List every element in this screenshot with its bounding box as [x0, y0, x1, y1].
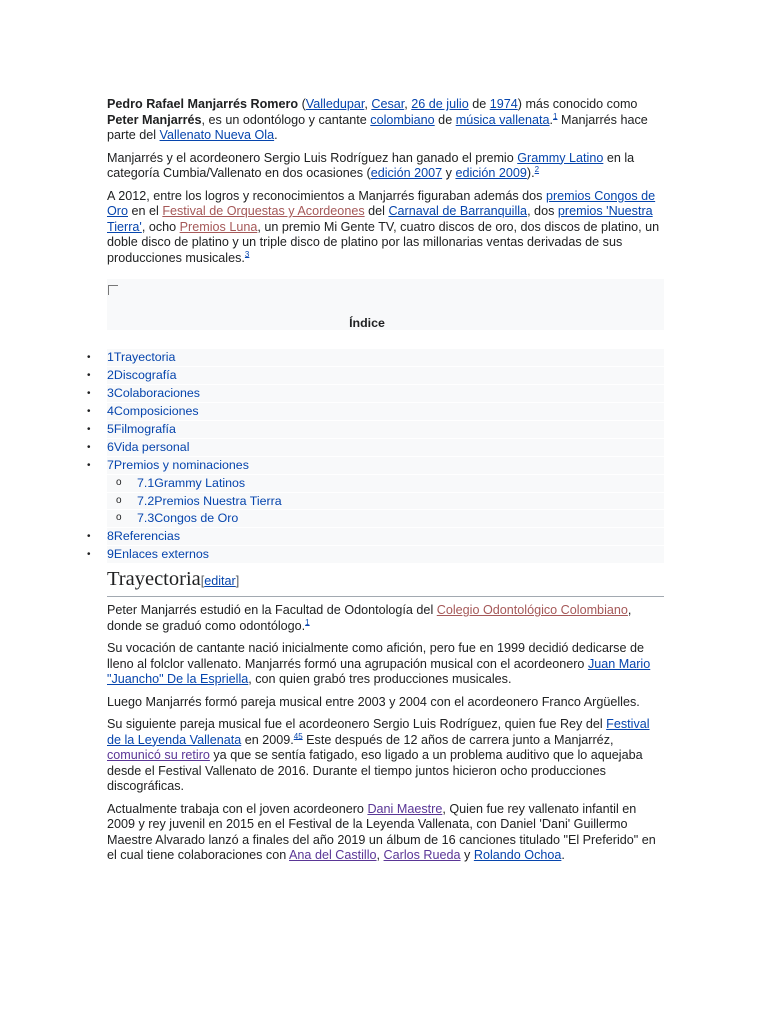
text: , donde se graduó como odontólogo.	[107, 603, 632, 633]
intro-paragraph-3	[107, 189, 663, 267]
toc-link[interactable]	[107, 350, 175, 364]
link-cesar[interactable]: Cesar	[371, 97, 405, 111]
link-carnaval-barranquilla[interactable]: Carnaval de Barranquilla	[388, 204, 528, 218]
toc-label: Grammy Latinos	[154, 476, 246, 490]
trayectoria-paragraph-3	[107, 695, 663, 711]
toc-link[interactable]	[107, 386, 200, 400]
trayectoria-paragraph-1	[107, 603, 663, 634]
toc-number: 4	[107, 404, 114, 418]
bullet-icon: •	[87, 406, 91, 417]
reference-link[interactable]: 45	[293, 731, 303, 741]
toc-link[interactable]	[107, 440, 189, 454]
text: en el	[128, 204, 163, 218]
bullet-icon: •	[87, 442, 91, 453]
toc-link[interactable]	[107, 458, 249, 472]
toc-item-7-3[interactable]	[107, 510, 664, 528]
toc-label: Composiciones	[113, 404, 199, 418]
toc-link[interactable]	[107, 404, 199, 418]
text: Su siguiente pareja musical fue el acordeonero Sergio Luis Rodríguez, quien fue Rey del	[107, 717, 607, 731]
section-trayectoria-body	[107, 603, 663, 871]
text: en 2009.	[241, 732, 294, 747]
bullet-icon: •	[87, 388, 91, 399]
bullet-icon: •	[87, 460, 91, 471]
text: .	[561, 848, 565, 862]
bullet-icon: •	[87, 424, 91, 435]
text: Su vocación de cantante nació inicialmente como afición, pero fue en 1999 decidió dedicarse de lleno al folclor vallenato. Manjarrés formó una agrupación musical con el acordeonero	[107, 641, 644, 671]
section-heading-trayectoria	[107, 566, 664, 597]
text: Actualmente trabaja con el joven acordeonero	[107, 801, 368, 816]
toc-item-7-2[interactable]	[107, 493, 664, 511]
link-vallenato-nueva-ola[interactable]: Vallenato Nueva Ola	[159, 128, 275, 142]
text: Este después de 12 años de carrera junto a Manjarréz,	[302, 732, 614, 747]
link-colombiano[interactable]: colombiano	[370, 112, 435, 127]
toc-label: Congos de Oro	[154, 511, 239, 525]
text: ) más conocido como	[517, 97, 638, 111]
trayectoria-paragraph-5	[107, 802, 663, 864]
link-birth-date[interactable]: 26 de julio	[411, 97, 469, 111]
toc-title: Índice	[349, 316, 385, 330]
text: en la categoría Cumbia/Vallenato en dos ocasiones (	[107, 150, 635, 180]
edit-bracket-close: ]	[235, 574, 240, 588]
stage-name: Peter Manjarrés	[107, 112, 202, 127]
toc-item-5[interactable]	[87, 421, 664, 439]
intro	[107, 97, 663, 273]
text: ,	[404, 97, 412, 111]
toc-label: Filmografía	[113, 422, 176, 436]
link-festival-orquestas[interactable]: Festival de Orquestas y Acordeones	[162, 204, 365, 218]
link-dani-maestre[interactable]: Dani Maestre	[367, 801, 443, 816]
reference-link[interactable]: 3	[244, 249, 250, 259]
edit-link[interactable]: editar	[204, 574, 236, 588]
text: Manjarrés hace parte del	[107, 112, 648, 142]
text: .	[549, 112, 554, 127]
bullet-icon: •	[87, 548, 91, 560]
trayectoria-paragraph-4	[107, 717, 663, 795]
sub-bullet-icon: o	[116, 477, 122, 488]
bullet-icon: •	[87, 370, 91, 381]
section-title: Trayectoria	[107, 568, 201, 590]
link-edicion-2009[interactable]: edición 2009	[455, 166, 527, 180]
text: , ocho	[141, 219, 180, 234]
edit-bracket-open: [	[200, 574, 205, 588]
toc-label: Trayectoria	[113, 350, 176, 364]
link-valledupar[interactable]: Valledupar	[305, 97, 365, 111]
toc-link[interactable]	[137, 494, 282, 508]
reference-link[interactable]: 1	[553, 111, 558, 121]
text: ).	[526, 166, 535, 180]
toc-toggle-checkbox[interactable]	[108, 285, 118, 295]
text: de	[434, 112, 456, 127]
toc-item-1[interactable]	[87, 349, 664, 367]
toc-number: 6	[107, 440, 114, 454]
toc-link[interactable]	[107, 368, 177, 382]
text: ,	[376, 848, 384, 862]
toc-item-6[interactable]	[87, 439, 664, 457]
text: .	[274, 128, 278, 142]
toc-number: 2	[107, 368, 114, 382]
link-colegio-odontologico[interactable]: Colegio Odontológico Colombiano	[436, 603, 628, 617]
toc-link[interactable]	[107, 422, 176, 436]
link-edicion-2007[interactable]: edición 2007	[370, 166, 443, 180]
sub-bullet-icon: o	[116, 494, 122, 506]
toc-number: 9	[107, 546, 114, 561]
text: (	[298, 97, 306, 111]
link-juancho-espriella[interactable]: Juan Mario "Juancho" De la Espriella	[107, 656, 651, 686]
toc-label: Vida personal	[113, 440, 190, 454]
toc-item-2[interactable]	[87, 367, 664, 385]
intro-paragraph-1	[107, 97, 663, 144]
toc-item-4[interactable]	[87, 403, 664, 421]
text: de	[468, 97, 490, 111]
bullet-icon: •	[87, 352, 91, 363]
text: , un premio Mi Gente TV, cuatro discos de oro, dos discos de platino, un doble disco de platino y un triple disco de platino por las millonarias ventas derivadas de sus producciones musicales.	[107, 219, 660, 265]
text: , con quien grabó tres producciones musicales.	[248, 672, 512, 686]
toc-item-9[interactable]	[87, 546, 664, 564]
toc-number: 5	[107, 422, 114, 436]
text: y	[442, 166, 456, 180]
link-comunico-retiro[interactable]: comunicó su retiro	[107, 748, 210, 762]
link-premios-luna[interactable]: Premios Luna	[179, 219, 258, 234]
text: Luego Manjarrés formó pareja musical entre 2003 y 2004 con el acordeonero Franco Argüelles.	[107, 694, 640, 709]
toc-label: Premios Nuestra Tierra	[154, 493, 282, 508]
toc-number: 7.3	[137, 511, 155, 525]
text: , es un odontólogo y cantante	[201, 112, 371, 127]
toc-label: Colaboraciones	[113, 386, 201, 400]
link-musica-vallenata[interactable]: música vallenata	[455, 112, 550, 127]
link-grammy-latino[interactable]: Grammy Latino	[517, 150, 604, 165]
toc-label: Referencias	[113, 528, 181, 543]
toc-number: 7	[107, 458, 114, 472]
link-carlos-rueda[interactable]: Carlos Rueda	[383, 848, 461, 862]
toc-item-7-1[interactable]	[107, 475, 664, 493]
toc-link[interactable]	[107, 547, 209, 561]
link-rolando-ochoa[interactable]: Rolando Ochoa	[473, 848, 562, 862]
link-birth-year[interactable]: 1974	[489, 97, 518, 111]
bullet-icon: •	[87, 530, 91, 542]
toc-item-3[interactable]	[87, 385, 664, 403]
sub-bullet-icon: o	[116, 512, 122, 523]
intro-paragraph-2	[107, 151, 663, 182]
toc-number: 7.1	[137, 476, 155, 490]
text: A 2012, entre los logros y reconocimientos a Manjarrés figuraban además dos	[107, 188, 546, 203]
text: del	[364, 204, 389, 218]
text: Manjarrés y el acordeonero Sergio Luis Rodríguez han ganado el premio	[107, 150, 518, 165]
link-congos-de-oro[interactable]: premios Congos de Oro	[107, 188, 656, 218]
toc-number: 8	[107, 528, 114, 543]
toc-number: 7.2	[137, 493, 155, 508]
table-of-contents	[87, 349, 664, 564]
text: , dos	[527, 204, 558, 218]
text: y	[460, 848, 474, 862]
toc-link[interactable]	[137, 511, 238, 525]
toc-label: Discografía	[113, 368, 177, 382]
toc-label: Premios y nominaciones	[113, 458, 249, 472]
toc-link[interactable]	[137, 476, 245, 490]
text: Peter Manjarrés estudió en la Facultad de Odontología del	[107, 603, 437, 617]
toc-label: Enlaces externos	[113, 546, 209, 561]
link-festival-leyenda-vallenata[interactable]: Festival de la Leyenda Vallenata	[107, 717, 650, 747]
reference-link[interactable]: 1	[305, 617, 310, 627]
toc-item-7[interactable]	[87, 457, 664, 475]
trayectoria-paragraph-2	[107, 641, 663, 688]
toc-link[interactable]	[107, 529, 180, 543]
text: , Quien fue rey vallenato infantil en 2009 y rey juvenil en 2015 en el Festival de la Leyenda Vallenata, con Daniel 'Dani' Guillermo Maestre Alvarado lanzó a finales del año 2019 un álbum de 16 canciones titulado "El Preferido" en el cual tiene colaboraciones con	[107, 801, 656, 862]
toc-item-8[interactable]	[87, 528, 664, 546]
toc-number: 3	[107, 386, 114, 400]
reference-link[interactable]: 2	[534, 164, 540, 174]
text: ya que se sentía fatigado, eso ligado a un problema auditivo que lo aquejaba desde el Festival Vallenato de 2016. Durante el tiempo juntos hicieron ocho producciones discográficas.	[107, 748, 643, 793]
edit-section	[201, 574, 240, 588]
text: ,	[364, 97, 372, 111]
link-premios-nuestra-tierra[interactable]: premios 'Nuestra Tierra'	[107, 204, 653, 234]
link-ana-del-castillo[interactable]: Ana del Castillo	[289, 848, 377, 862]
article-subject-name: Pedro Rafael Manjarrés Romero	[107, 97, 299, 111]
toc-number: 1	[107, 350, 114, 364]
